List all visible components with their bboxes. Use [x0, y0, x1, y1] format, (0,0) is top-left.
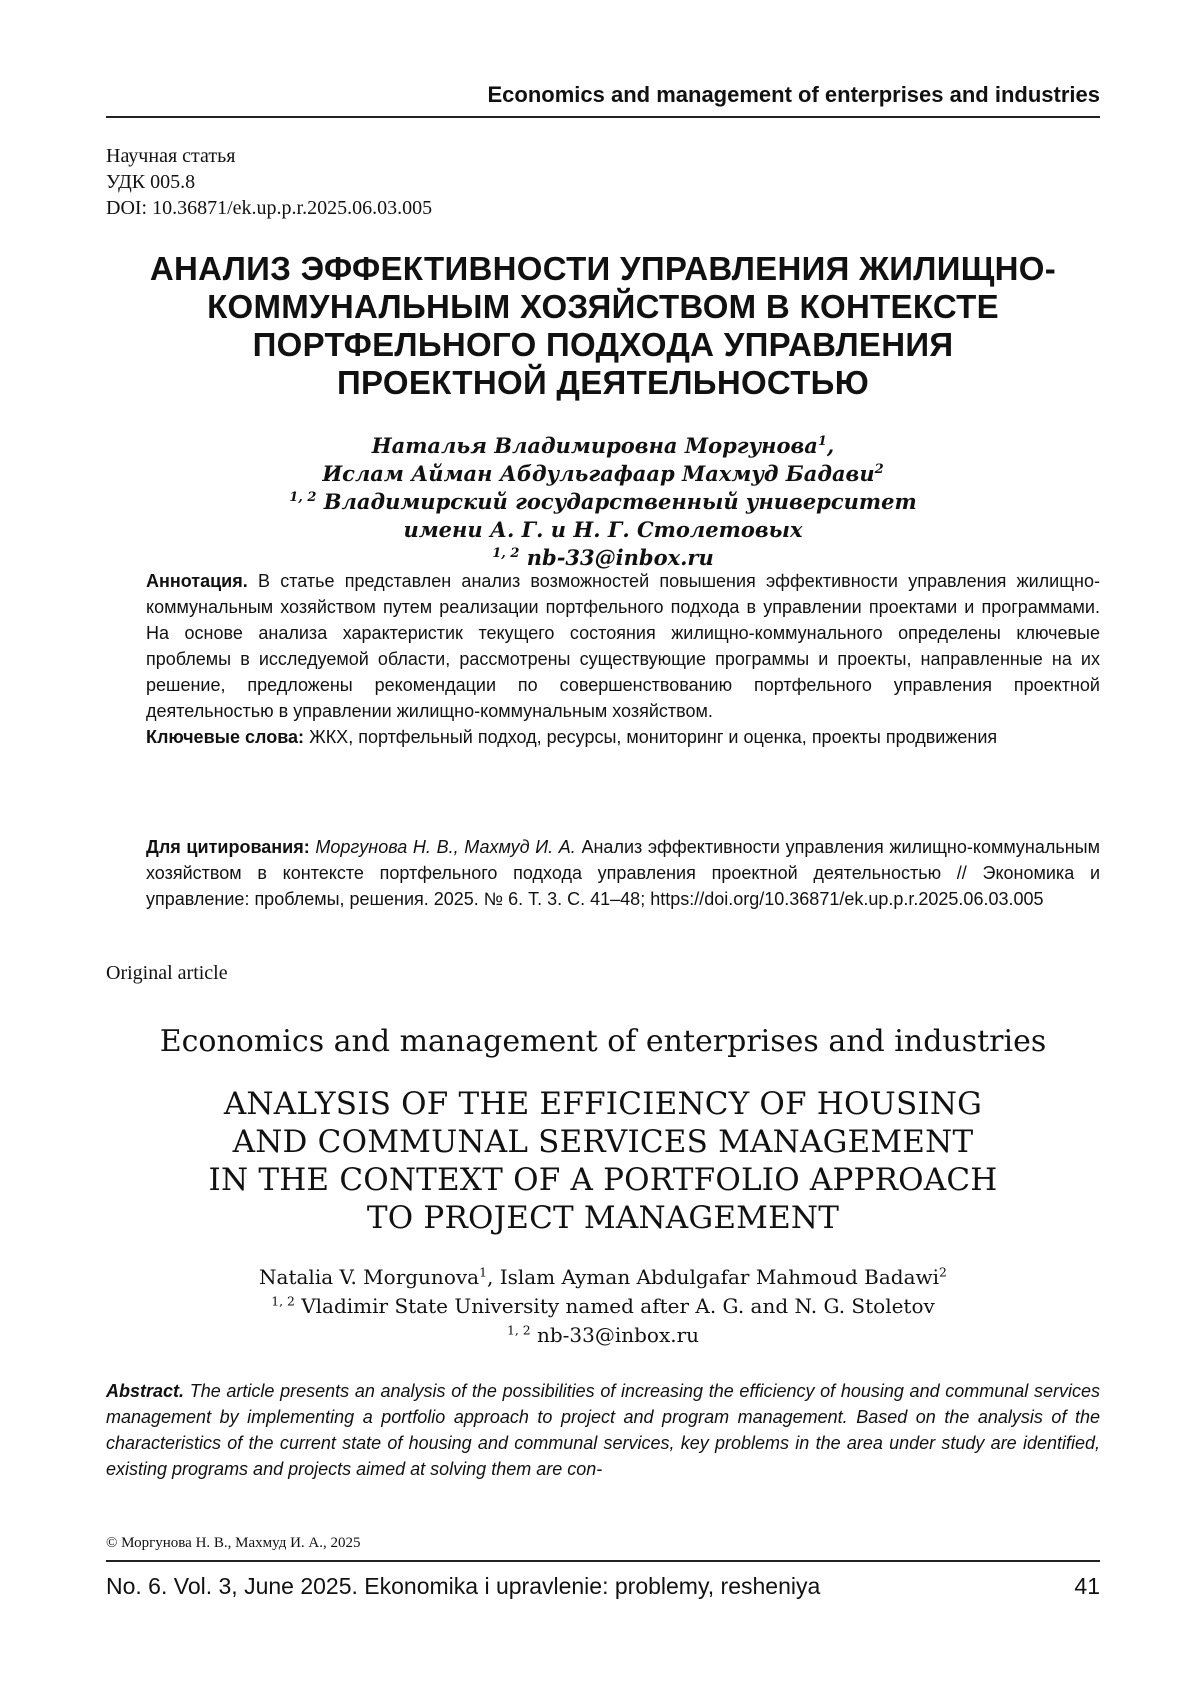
email-sup-en: 1, 2 — [506, 1322, 531, 1338]
section-title-en: Economics and management of enterprises and industries — [159, 1024, 1047, 1059]
abstract-en — [106, 1378, 1100, 1482]
affiliation-en: Vladimir State University named after A. G. and N. G. Stoletov — [301, 1294, 935, 1318]
title-en-line: TO PROJECT MANAGEMENT — [366, 1200, 840, 1236]
author1-name-en: Natalia V. Morgunova — [259, 1265, 480, 1289]
affiliation-en-line — [106, 1292, 1100, 1321]
copyright: © Моргунова Н. В., Махмуд И. А., 2025 — [106, 1535, 361, 1551]
title-ru — [106, 250, 1100, 402]
keywords — [146, 724, 1100, 750]
article-meta — [106, 143, 432, 221]
title-en — [106, 1085, 1100, 1237]
title-ru-line: КОММУНАЛЬНЫМ ХОЗЯЙСТВОМ В КОНТЕКСТЕ — [207, 288, 999, 325]
title-ru-line: ПОРТФЕЛЬНОГО ПОДХОДА УПРАВЛЕНИЯ — [252, 326, 954, 363]
udc: УДК 005.8 — [106, 171, 196, 193]
authors-en-line: Natalia V. Morgunova$^1$, Islam Ayman Abdulgafar Mahmoud Badawi$^2$ — [259, 1264, 947, 1289]
footer-rule — [106, 1560, 1100, 1562]
author1-sup-en: 1 — [479, 1264, 487, 1280]
authors-en — [106, 1263, 1100, 1350]
affiliation-sup-en: 1, 2 — [271, 1293, 295, 1309]
author2-sup-ru: 2 — [874, 462, 884, 477]
annotation-label: Аннотация. — [146, 571, 248, 591]
author1-sup-ru: 1 — [817, 434, 827, 449]
email-en-line — [106, 1321, 1100, 1350]
keywords-text: ЖКХ, портфельный подход, ресурсы, мониторинг и оценка, проекты продвижения — [309, 727, 998, 747]
author2-name-en: Islam Ayman Abdulgafar Mahmoud Badawi — [499, 1265, 940, 1289]
title-en-line: IN THE CONTEXT OF A PORTFOLIO APPROACH — [208, 1162, 998, 1198]
doi: DOI: 10.36871/ek.up.p.r.2025.06.03.005 — [106, 197, 433, 219]
email-ru: nb-33@inbox.ru — [526, 545, 714, 570]
title-en-line: AND COMMUNAL SERVICES MANAGEMENT — [232, 1124, 974, 1160]
affiliation-ru-line2: имени А. Г. и Н. Г. Столетовых — [403, 517, 803, 542]
citation-authors: Моргунова Н. В., Махмуд И. А. — [315, 837, 576, 857]
running-head: Economics and management of enterprises and industries — [487, 82, 1100, 107]
citation-text: Анализ эффективности управления жилищно-коммунальным хозяйством в контексте портфельного подхода управления проектной деятельностью // Экономика и управление: проблемы, решения. 2025. № 6. Т. 3. С. 41–48; https://doi.org/10.36871/ek.up.p.r.2025.06.03.005 — [146, 837, 1100, 909]
citation — [146, 834, 1100, 912]
author2-sup-en: 2 — [939, 1264, 947, 1280]
affiliation-ru-line1 — [106, 488, 1100, 516]
email-en: nb-33@inbox.ru — [536, 1323, 700, 1347]
annotation — [146, 568, 1100, 724]
title-ru-line: ПРОЕКТНОЙ ДЕЯТЕЛЬНОСТЬЮ — [336, 364, 870, 401]
abstract-text: The article presents an analysis of the possibilities of increasing the efficiency of housing and communal services management by implementing a portfolio approach to project and program management. Based on the analysis of the characteristics of the current state of housing and communal services, key problems in the area under study are identified, existing programs and projects aimed at solving them are con- — [106, 1381, 1100, 1479]
annotation-text: В статье представлен анализ возможностей повышения эффективности управления жилищно-коммунальным хозяйством путем реализации портфельного подхода в управлении проектами и программами. На основе анализа характеристик текущего состояния жилищно-коммунального определены ключевые проблемы в исследуемой области, рассмотрены существующие программы и проекты, направленные на их решение, предложены рекомендации по совершенствованию портфельного управления проектной деятельностью в управлении жилищно-коммунальным хозяйством. — [146, 571, 1100, 721]
keywords-label: Ключевые слова: — [146, 727, 305, 747]
page-number: 41 — [1074, 1573, 1100, 1599]
original-article-label: Original article — [106, 962, 228, 984]
affiliation-sup-ru: 1, 2 — [289, 490, 317, 505]
author2-name-ru: Ислам Айман Абдульгафаар Махмуд Бадави — [322, 461, 875, 486]
abstract-label: Abstract. — [106, 1381, 185, 1401]
header-rule — [106, 116, 1100, 118]
citation-label: Для цитирования: — [146, 837, 310, 857]
article-type: Научная статья — [106, 145, 236, 167]
author1-name-ru: Наталья Владимировна Моргунова — [371, 433, 818, 458]
title-en-line: ANALYSIS OF THE EFFICIENCY OF HOUSING — [223, 1086, 983, 1122]
title-ru-line: АНАЛИЗ ЭФФЕКТИВНОСТИ УПРАВЛЕНИЯ ЖИЛИЩНО- — [149, 250, 1057, 287]
authors-ru-line2 — [106, 460, 1100, 488]
email-sup-ru: 1, 2 — [492, 546, 520, 561]
authors-ru-line1: Наталья Владимировна Моргунова$^1$, — [371, 433, 835, 458]
authors-ru — [106, 432, 1100, 572]
affiliation-ru: Владимирский государственный университет — [323, 489, 917, 514]
footer-journal: No. 6. Vol. 3, June 2025. Ekonomika i upravlenie: problemy, resheniya — [106, 1573, 821, 1599]
